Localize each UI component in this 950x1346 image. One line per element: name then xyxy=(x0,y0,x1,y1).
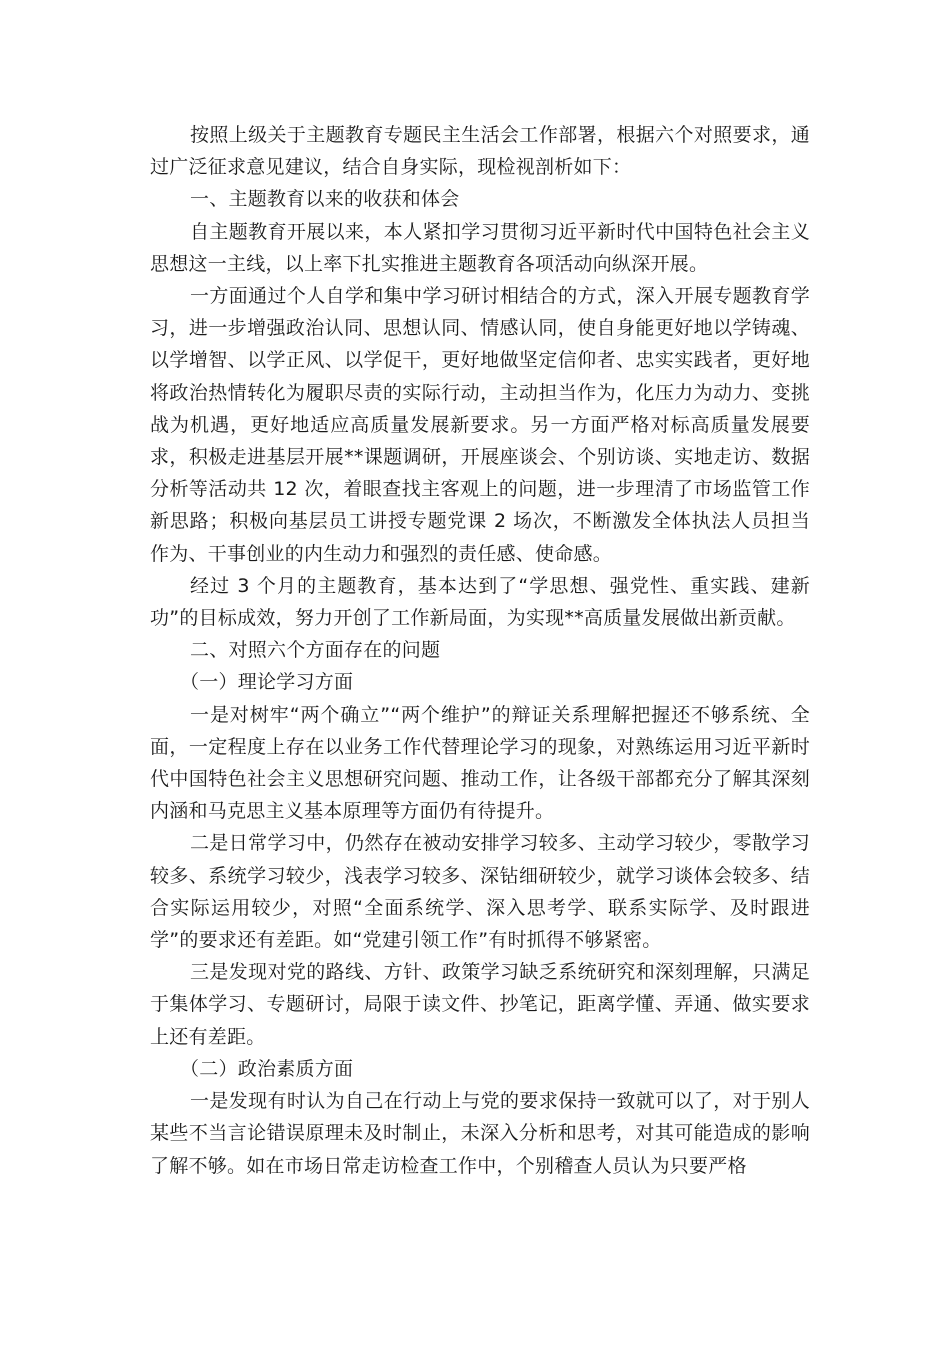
body-paragraph: 三是发现对党的路线、方针、政策学习缺乏系统研究和深刻理解，只满足于集体学习、专题研讨，局限于读文件、抄笔记，距离学懂、弄通、做实要求上还有差距。 xyxy=(150,961,810,1048)
body-paragraph: 一是对树牢“两个确立”“两个维护”的辩证关系理解把握还不够系统、全面，一定程度上存在以业务工作代替理论学习的现象，对熟练运用习近平新时代中国特色社会主义思想研究问题、推动工作，让各级干部都充分了解其深刻内涵和马克思主义基本原理等方面仍有待提升。 xyxy=(150,703,810,823)
subsection-heading-2: （二）政治素质方面 xyxy=(180,1057,354,1080)
body-paragraph: 一是发现有时认为自己在行动上与党的要求保持一致就可以了，对于别人某些不当言论错误原理未及时制止，未深入分析和思考，对其可能造成的影响了解不够。如在市场日常走访检查工作中，个别稽查人员认为只要严格 xyxy=(150,1090,810,1177)
section-heading-2: 二、对照六个方面存在的问题 xyxy=(190,639,441,662)
body-paragraph: 自主题教育开展以来，本人紧扣学习贯彻习近平新时代中国特色社会主义思想这一主线，以上率下扎实推进主题教育各项活动向纵深开展。 xyxy=(150,220,810,275)
intro-paragraph: 按照上级关于主题教育专题民主生活会工作部署，根据六个对照要求，通过广泛征求意见建议，结合自身实际，现检视剖析如下： xyxy=(150,124,810,179)
body-paragraph: 二是日常学习中，仍然存在被动安排学习较多、主动学习较少，零散学习较多、系统学习较少，浅表学习较多、深钻细研较少，就学习谈体会较多、结合实际运用较少，对照“全面系统学、深入思考学、联系实际学、及时跟进学”的要求还有差距。如“党建引领工作”有时抓得不够紧密。 xyxy=(150,832,810,952)
body-paragraph: 经过 3 个月的主题教育，基本达到了“学思想、强党性、重实践、建新功”的目标成效，努力开创了工作新局面，为实现**高质量发展做出新贡献。 xyxy=(150,574,810,630)
body-paragraph: 一方面通过个人自学和集中学习研讨相结合的方式，深入开展专题教育学习，进一步增强政治认同、思想认同、情感认同，使自身能更好地以学铸魂、以学增智、以学正风、以学促干，更好地做坚定信仰者、忠实实践者，更好地将政治热情转化为履职尽责的实际行动，主动担当作为，化压力为动力、变挑战为机遇，更好地适应高质量发展新要求。另一方面严格对标高质量发展要求，积极走进基层开展**课题调研，开展座谈会、个别访谈、实地走访、数据分析等活动共 12 次，着眼查找主客观上的问题，进一步理清了市场监管工作新思路；积极向基层员工讲授专题党课 2 场次，不断激发全体执法人员担当作为、干事创业的内生动力和强烈的责任感、使命感。 xyxy=(150,285,810,565)
section-heading-1: 一、主题教育以来的收获和体会 xyxy=(190,188,460,211)
subsection-heading-1: （一）理论学习方面 xyxy=(180,671,354,694)
document-page xyxy=(150,119,810,1182)
